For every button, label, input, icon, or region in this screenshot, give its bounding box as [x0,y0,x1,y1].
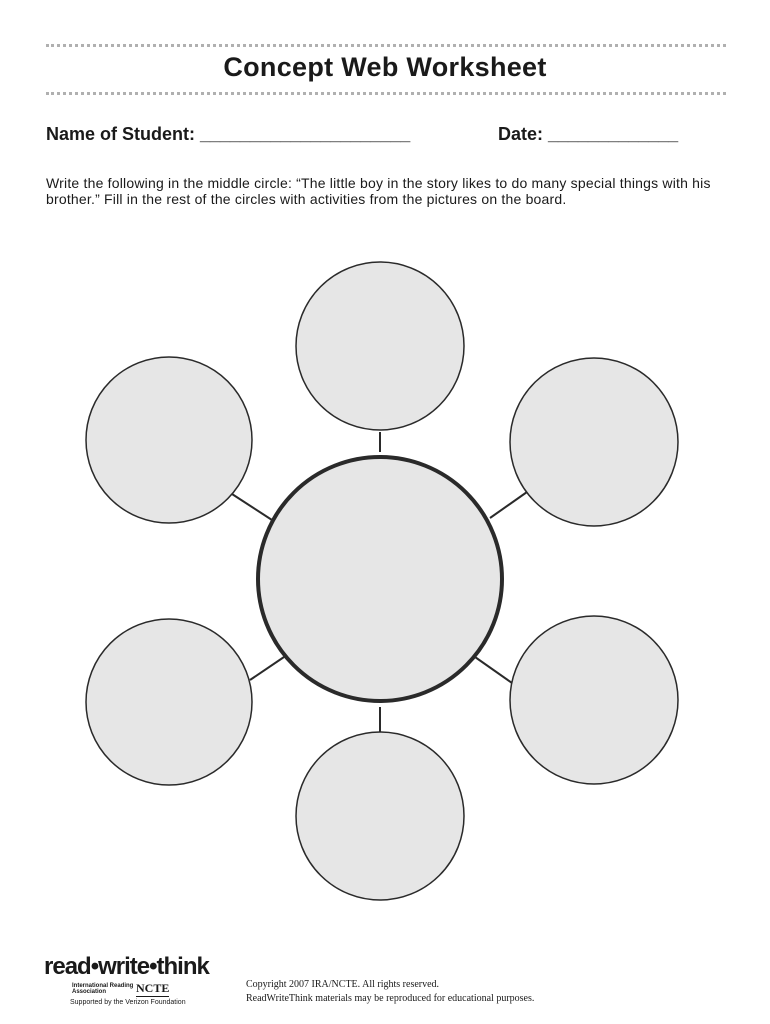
center-circle[interactable] [258,457,502,701]
ira-logo: International Reading Association [72,983,134,995]
copyright-line-1: Copyright 2007 IRA/NCTE. All rights reserved. [246,979,440,990]
student-name-field[interactable]: Name of Student: _____________________ [46,124,411,144]
outer-circle-upper-right[interactable] [510,358,678,526]
outer-circle-bottom[interactable] [296,732,464,900]
outer-circle-upper-left[interactable] [86,357,252,523]
date-field[interactable]: Date: _____________ [498,124,679,144]
outer-circle-top[interactable] [296,262,464,430]
copyright-block [246,978,534,1006]
ncte-logo: NCTE [136,981,170,995]
connector-upper-right [490,492,527,518]
logo-wordmark: read•write•think [44,953,209,980]
connector-lower-right [475,657,512,683]
copyright-line-2: ReadWriteThink materials may be reproduced for educational purposes. [246,993,535,1004]
connector-lower-left [250,657,284,680]
instructions-text: Write the following in the middle circle: “The little boy in the story likes to do many special things with his brother.” Fill in the rest of the circles with activities from the pictures on the board. [46,175,711,207]
outer-circle-lower-left[interactable] [86,619,252,785]
connector-upper-left [232,494,272,520]
page-title: Concept Web Worksheet [223,52,547,82]
readwritethink-logo [44,954,224,1006]
logo-partners [72,981,224,997]
supported-by-text: Supported by the Verizon Foundation [70,999,186,1006]
outer-circle-lower-right[interactable] [510,616,678,784]
